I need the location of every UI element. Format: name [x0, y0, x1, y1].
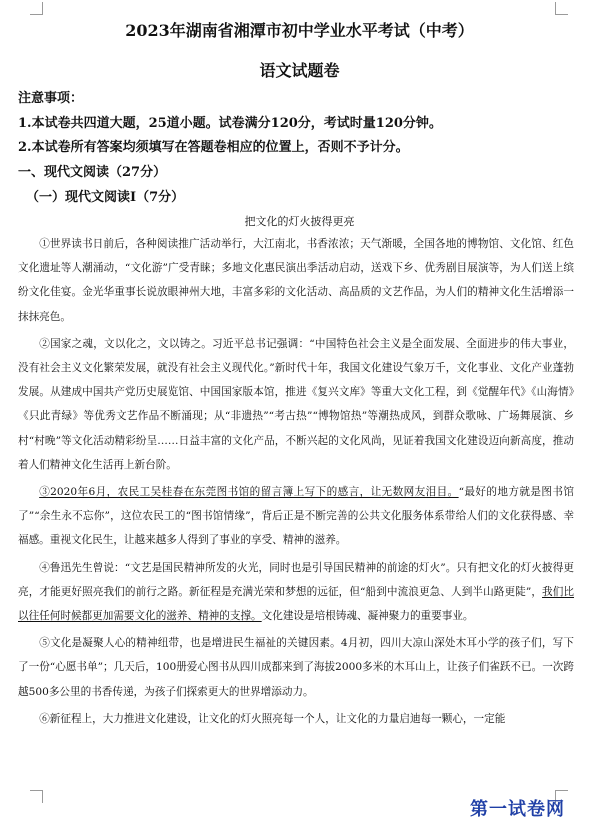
crop-mark-top-right: [555, 2, 568, 15]
section-heading: 一、现代文阅读（27分）: [18, 165, 167, 180]
paragraph-3-rest: “最好的地方就是图书馆了”“余生永不忘你”，这位农民工的“图书馆情缘”，背后正是不断完善的公共文化服务体系带给人们的文化获得感、幸福感。重视文化民生，让越来越多人得到了事业的享受、精神的滋养。: [18, 486, 574, 547]
note-item-1: 1.本试卷共四道大题，25道小题。试卷满分120分，考试时量120分钟。: [18, 116, 442, 131]
paragraph-1: ①世界读书日前后，各种阅读推广活动举行，大江南北，书香浓浓；天气渐暖，全国各地的博物馆、文化馆、红色文化遗址等人潮涌动，“文化游”广受青睐；多地文化惠民演出季活动启动，送戏下乡、优秀剧目展演等，为人们送上缤纷文化佳宴。金光华重事长说放眼神州大地，丰富多彩的文化活动、高品质的文艺作品，为人们的精神文化生活增添一抹抹亮色。: [18, 238, 574, 323]
crop-mark-bottom-left: [30, 790, 43, 803]
paragraph-2: ②国家之魂，文以化之，文以铸之。习近平总书记强调：“中国特色社会主义是全面发展、全面进步的伟大事业，没有社会主义文化繁荣发展，就没有社会主义现代化。”新时代十年，我国文化建设气象万千，文化事业、文化产业蓬勃发展。从建成中国共产党历史展览馆、中国国家版本馆，推进《复兴文库》等重大文化工程，到《觉醒年代》《山海情》《只此青绿》等优秀文艺作品不断涌现；从“非遗热”“考古热”“博物馆热”等潮热成风，到群众歌咏、广场舞展演、乡村“村晚”等文化活动精彩纷呈……日益丰富的文化产品，不断兴起的文化风尚，见证着我国文化建设迈向新高度，推动着人们精神文化生活再上新台阶。: [18, 337, 574, 471]
underlined-sentence-1: ③2020年6月，农民工吴桂春在东莞图书馆的留言簿上写下的感言，让无数网友泪目。: [39, 486, 459, 499]
underlined-sentence-2: 我们比以往任何时候都更加需要文化的滋养、精神的支撑。: [18, 585, 575, 623]
paragraph-4-part-a: ④鲁迅先生曾说：“文艺是国民精神所发的火光，同时也是引导国民精神的前途的灯火”。只有把文化的灯火披得更亮，才能更好照亮我们的前行之路。新征程是充满光荣和梦想的远征，但“船到中流浪更急、人到半山路更陡”，: [18, 561, 574, 598]
exam-title: 2023年湖南省湘潭市初中学业水平考试（中考）: [125, 21, 474, 40]
crop-mark-top-left: [30, 2, 43, 15]
paragraph-4: [18, 556, 574, 629]
article-title: 把文化的灯火披得更亮: [244, 215, 355, 228]
paragraph-3: [18, 480, 574, 553]
note-item-2: 2.本试卷所有答案均须填写在答题卷相应的位置上，否则不予计分。: [18, 140, 409, 155]
article-body: [18, 232, 574, 731]
sub-section-heading: （一）现代文阅读Ⅰ（7分）: [26, 190, 185, 205]
paragraph-6: ⑥新征程上，大力推进文化建设，让文化的灯火照亮每一个人，让文化的力量启迪每一颗心，一定能: [39, 712, 506, 725]
paragraph-4-part-b: 文化建设是培根铸魂、凝神聚力的重要事业。: [261, 610, 474, 623]
exam-subtitle: 语文试题卷: [259, 61, 340, 80]
paragraph-5: ⑤文化是凝聚人心的精神纽带，也是增进民生福祉的关键因素。4月初，四川大凉山深处木耳小学的孩子们，写下了一份“心愿书单”；几天后，100册爱心图书从四川成都来到了海拔2000多米的木耳山上，让孩子们雀跃不已。一次跨越500多公里的书香传递，为孩子们探索更大的世界增添动力。: [18, 637, 574, 698]
watermark-logo: 第一试卷网: [470, 799, 565, 820]
notes-heading: 注意事项：: [18, 91, 84, 106]
